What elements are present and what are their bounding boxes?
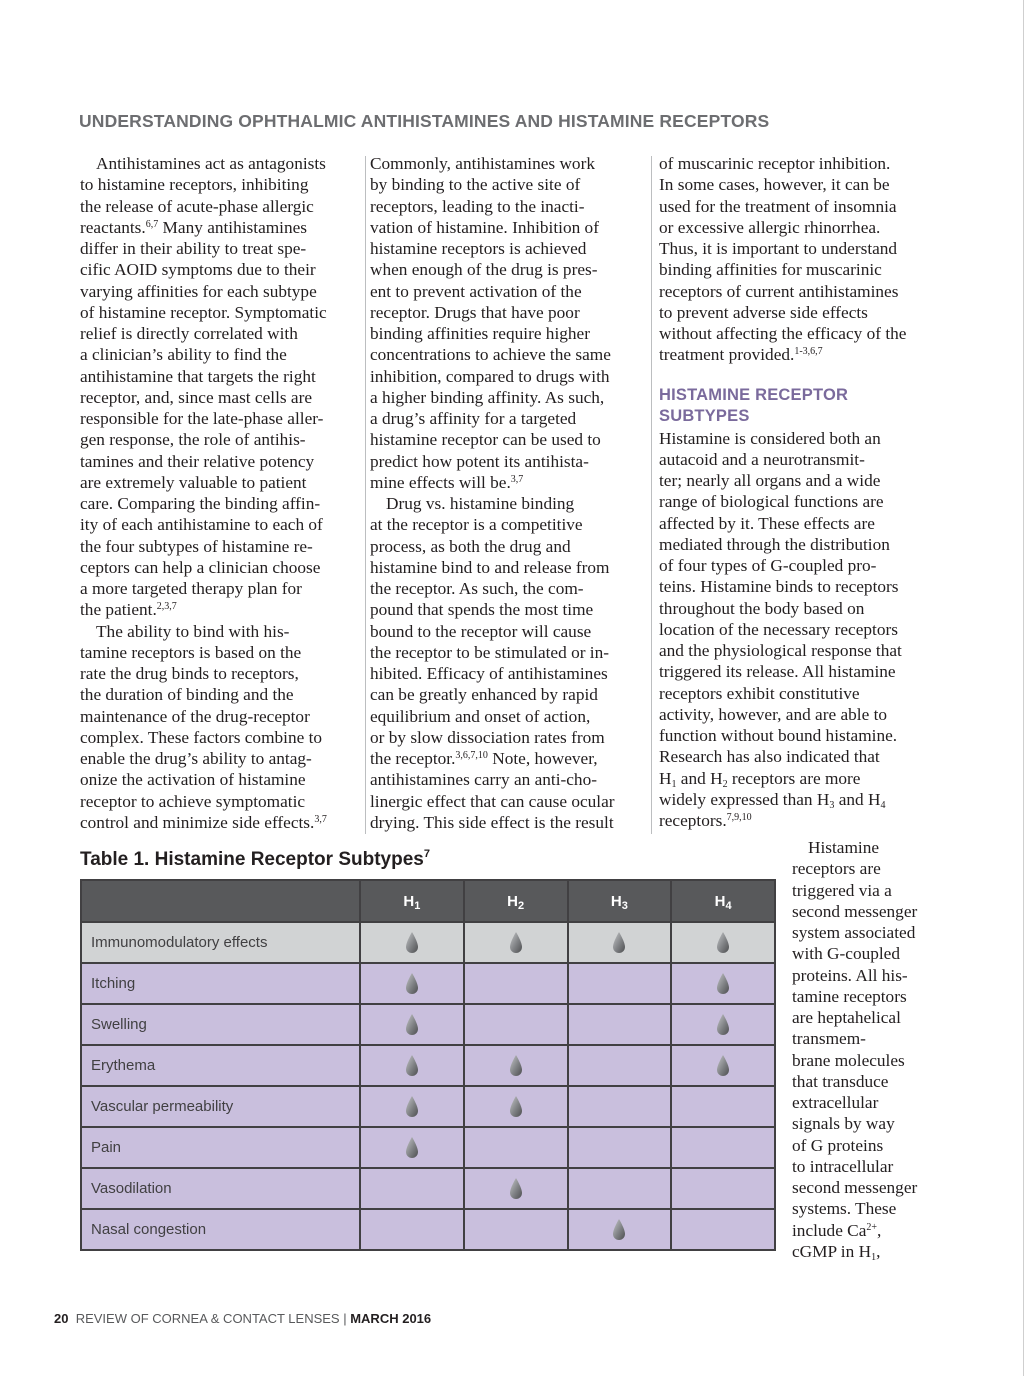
body-column-4: Histamine receptors are triggered via a second messenger system associated with G-coupled proteins. All his- tamine receptors are heptahelical transmem- brane molecules that transduce extracellular signals by way of G proteins to intracellular second messenger systems. These include $Ca^{2+}$, cGMP in $H_1$, — [792, 838, 918, 1263]
row-label: Immunomodulatory effects — [81, 922, 360, 963]
table-cell — [464, 1168, 568, 1209]
citation: 3,7 — [314, 813, 327, 825]
paragraph: Commonly, antihistamines work by binding to the active site of receptors, leading to the inacti- vation of histamine. Inhibition of histamine receptors is achieved when enough of the drug is pres- ent to prevent activation of the receptor. Drugs that have poor binding affinities require higher concentrations to achieve the same inhibition, compared to drugs with a higher binding affinity. As such, a drug’s affinity for a targeted histamine receptor can be used to predict how potent its antihista- mine effects will be.$^{3,7}$ — [370, 154, 611, 492]
body-column-2 — [370, 153, 646, 833]
table-row — [81, 1045, 775, 1086]
table-cell — [360, 1004, 464, 1045]
row-label: Vascular permeability — [81, 1086, 360, 1127]
row-label: Vasodilation — [81, 1168, 360, 1209]
table-cell — [568, 1086, 672, 1127]
page-footer: 20 REVIEW OF CORNEA & CONTACT LENSES | MARCH 2016 — [54, 1311, 432, 1326]
droplet-icon — [404, 1013, 420, 1037]
droplet-icon — [611, 1218, 627, 1242]
droplet-icon — [404, 931, 420, 955]
paragraph: Antihistamines act as antagonists to histamine receptors, inhibiting the release of acute-phase allergic reactants.$^{6,7}$ Many antihistamines differ in their ability to treat spe- cific AOID symptoms due to their varying affinities for each subtype of histamine receptor. Symptomatic relief is directly correlated with a clinician’s ability to find the antihistamine that targets the right receptor, and, since mast cells are responsible for the late-phase aller- gen response, the role of antihis- tamines and their relative potency are extremely valuable to patient care. Comparing the binding affin- ity of each antihistamine to each of the four subtypes of histamine re- ceptors can help a clinician choose a more targeted therapy plan for the patient.$^{2,3,7}$ — [80, 154, 327, 620]
table-cell — [464, 922, 568, 963]
table-cell — [464, 1004, 568, 1045]
table-cell — [360, 1086, 464, 1127]
table-cell — [464, 1209, 568, 1250]
table-cell — [671, 1209, 775, 1250]
table-row — [81, 1209, 775, 1250]
citation: 3,6,7,10 — [455, 750, 488, 761]
table-cell — [464, 1045, 568, 1086]
droplet-icon — [508, 931, 524, 955]
paragraph: of muscarinic receptor inhibition. In some cases, however, it can be used for the treatment of insomnia or excessive allergic rhinorrhea. Thus, it is important to understand binding affinities for muscarinic receptors of current antihistamines to prevent adverse side effects without affecting the efficacy of the treatment provided.$^{1-3,6,7}$ — [659, 154, 907, 365]
table-cell — [671, 963, 775, 1004]
table-title: Table 1. Histamine Receptor Subtypes$^7$ — [80, 848, 430, 870]
table-row — [81, 963, 775, 1004]
column-header-h3: $H_3$ — [568, 880, 672, 922]
table-cell — [568, 1127, 672, 1168]
droplet-icon — [715, 972, 731, 996]
droplet-icon — [404, 972, 420, 996]
table-cell — [671, 1045, 775, 1086]
table-row — [81, 1168, 775, 1209]
table-cell — [360, 963, 464, 1004]
table-header-corner — [81, 880, 360, 922]
column-header-h2: $H_2$ — [464, 880, 568, 922]
table-row — [81, 922, 775, 963]
row-label: Erythema — [81, 1045, 360, 1086]
table-cell — [568, 963, 672, 1004]
droplet-icon — [404, 1095, 420, 1119]
paragraph: Histamine is considered both an autacoid and a neurotransmit- ter; nearly all organs and a wide range of biological functions are affected by it. These effects are mediated through the distribution of four types of G-coupled pro- teins. Histamine binds to receptors throughout the body based on location of the necessary receptors and the physiological response that triggered its release. All histamine receptors exhibit constitutive activity, however, and are able to function without bound histamine. Research has also indicated that $H_1$ and $H_2$ receptors are more widely expressed than $H_3$ and $H_4$ receptors.$^{7,9,10}$ — [659, 428, 902, 830]
receptor-subtype-table — [80, 879, 776, 1251]
table-cell — [464, 1127, 568, 1168]
table-row — [81, 1127, 775, 1168]
droplet-icon — [715, 1054, 731, 1078]
droplet-icon — [404, 1136, 420, 1160]
journal-name: REVIEW OF CORNEA & CONTACT LENSES — [75, 1311, 340, 1326]
row-label: Swelling — [81, 1004, 360, 1045]
paragraph: Drug vs. histamine binding at the receptor is a competitive process, as both the drug and histamine bind to and release from the receptor. As such, the com- pound that spends the most time bound to the receptor will cause the receptor to be stimulated or in- hibited. Efficacy of antihistamines can be greatly enhanced by rapid equilibrium and onset of action, or by slow dissociation rates from the receptor.$^{3,6,7,10}$ Note, however, antihistamines carry an anti-cho- linergic effect that can cause ocular drying. This side effect is the result — [370, 494, 615, 832]
table-cell — [568, 1045, 672, 1086]
droplet-icon — [715, 1013, 731, 1037]
citation: 6,7 — [145, 218, 159, 230]
citation: 3,7 — [510, 473, 524, 485]
table-row — [81, 1086, 775, 1127]
droplet-icon — [508, 1095, 524, 1119]
table-cell — [360, 1209, 464, 1250]
table-cell — [360, 922, 464, 963]
table-cell — [671, 1086, 775, 1127]
table-cell — [568, 1168, 672, 1209]
column-divider — [365, 156, 366, 834]
section-heading: HISTAMINE RECEPTOR SUBTYPES — [659, 385, 849, 425]
column-header-h1: $H_1$ — [360, 880, 464, 922]
citation: 7,9,10 — [726, 812, 752, 823]
table-cell — [671, 1168, 775, 1209]
table-header-row — [81, 880, 775, 922]
table-cell — [360, 1127, 464, 1168]
droplet-icon — [508, 1177, 524, 1201]
table-cell — [360, 1168, 464, 1209]
table-cell — [464, 963, 568, 1004]
table-cell — [568, 922, 672, 963]
droplet-icon — [404, 1054, 420, 1078]
droplet-icon — [508, 1054, 524, 1078]
table-cell — [671, 922, 775, 963]
paragraph: The ability to bind with his- tamine receptors is based on the rate the drug binds to receptors, the duration of binding and the maintenance of the drug-receptor complex. These factors combine to enable the drug’s ability to antag- onize the activation of histamine receptor to achieve symptomatic control and minimize side effects.$^{3,7}$ — [80, 621, 327, 832]
issue-date: MARCH 2016 — [350, 1311, 432, 1326]
table-cell — [360, 1045, 464, 1086]
body-column-3 — [659, 153, 949, 831]
row-label: Itching — [81, 963, 360, 1004]
column-header-h4: $H_4$ — [671, 880, 775, 922]
citation: 7 — [423, 848, 430, 860]
droplet-icon — [715, 931, 731, 955]
table-cell — [464, 1086, 568, 1127]
citation: 1-3,6,7 — [794, 346, 823, 358]
table-cell — [671, 1127, 775, 1168]
body-column-1 — [80, 153, 362, 833]
table-cell — [671, 1004, 775, 1045]
droplet-icon — [611, 931, 627, 955]
table-cell — [568, 1209, 672, 1250]
table-row — [81, 1004, 775, 1045]
table-cell — [568, 1004, 672, 1045]
citation: 2,3,7 — [156, 601, 177, 613]
page-number: 20 — [54, 1311, 69, 1326]
row-label: Pain — [81, 1127, 360, 1168]
page-header-title: UNDERSTANDING OPHTHALMIC ANTIHISTAMINES AND HISTAMINE RECEPTORS — [79, 111, 770, 131]
column-divider — [651, 156, 652, 834]
row-label: Nasal congestion — [81, 1209, 360, 1250]
